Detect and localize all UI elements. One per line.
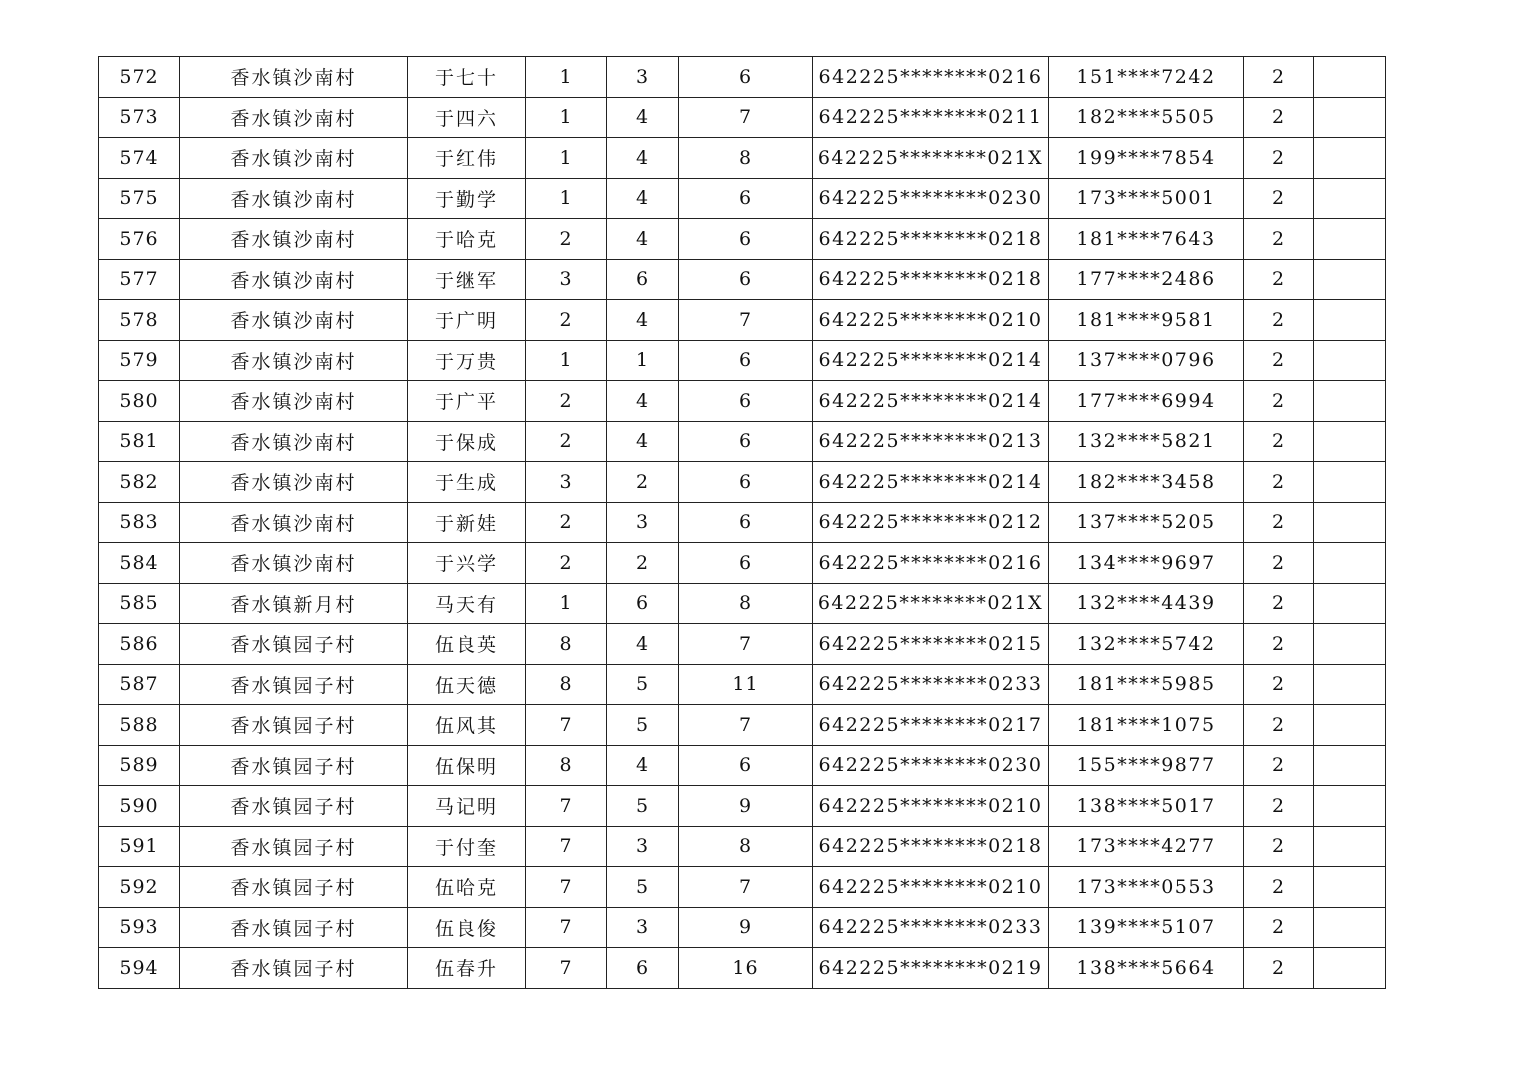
remark-cell — [1314, 867, 1386, 908]
remark-cell — [1314, 502, 1386, 543]
value-cell-3: 6 — [679, 502, 813, 543]
village-cell: 香水镇园子村 — [180, 745, 408, 786]
value-cell-3: 6 — [679, 57, 813, 98]
village-cell: 香水镇沙南村 — [180, 138, 408, 179]
table-row — [99, 502, 1386, 543]
table-row — [99, 381, 1386, 422]
table-row — [99, 300, 1386, 341]
seq-cell: 574 — [99, 138, 180, 179]
phone-cell: 181****1075 — [1049, 705, 1244, 746]
value-cell-4: 2 — [1244, 259, 1314, 300]
value-cell-2: 1 — [607, 340, 679, 381]
seq-cell: 592 — [99, 867, 180, 908]
value-cell-1: 1 — [526, 583, 607, 624]
value-cell-2: 3 — [607, 57, 679, 98]
id-number-cell: 642225********0233 — [813, 664, 1049, 705]
value-cell-3: 6 — [679, 259, 813, 300]
name-cell: 伍保明 — [408, 745, 526, 786]
village-cell: 香水镇园子村 — [180, 948, 408, 989]
value-cell-4: 2 — [1244, 867, 1314, 908]
phone-cell: 181****5985 — [1049, 664, 1244, 705]
phone-cell: 199****7854 — [1049, 138, 1244, 179]
seq-cell: 582 — [99, 462, 180, 503]
table-row — [99, 624, 1386, 665]
value-cell-1: 3 — [526, 259, 607, 300]
seq-cell: 573 — [99, 97, 180, 138]
value-cell-4: 2 — [1244, 624, 1314, 665]
table-row — [99, 57, 1386, 98]
value-cell-1: 7 — [526, 826, 607, 867]
phone-cell: 173****0553 — [1049, 867, 1244, 908]
value-cell-4: 2 — [1244, 745, 1314, 786]
remark-cell — [1314, 219, 1386, 260]
id-number-cell: 642225********0214 — [813, 462, 1049, 503]
village-cell: 香水镇园子村 — [180, 907, 408, 948]
id-number-cell: 642225********0210 — [813, 867, 1049, 908]
value-cell-3: 7 — [679, 300, 813, 341]
value-cell-3: 7 — [679, 867, 813, 908]
id-number-cell: 642225********021X — [813, 138, 1049, 179]
name-cell: 伍春升 — [408, 948, 526, 989]
value-cell-4: 2 — [1244, 300, 1314, 341]
value-cell-1: 2 — [526, 421, 607, 462]
id-number-cell: 642225********0230 — [813, 745, 1049, 786]
village-cell: 香水镇园子村 — [180, 867, 408, 908]
village-cell: 香水镇沙南村 — [180, 178, 408, 219]
value-cell-4: 2 — [1244, 340, 1314, 381]
value-cell-1: 1 — [526, 138, 607, 179]
phone-cell: 138****5664 — [1049, 948, 1244, 989]
remark-cell — [1314, 300, 1386, 341]
value-cell-3: 7 — [679, 705, 813, 746]
value-cell-1: 1 — [526, 97, 607, 138]
value-cell-4: 2 — [1244, 178, 1314, 219]
table-row — [99, 219, 1386, 260]
name-cell: 于哈克 — [408, 219, 526, 260]
value-cell-2: 6 — [607, 583, 679, 624]
remark-cell — [1314, 786, 1386, 827]
id-number-cell: 642225********0217 — [813, 705, 1049, 746]
value-cell-3: 7 — [679, 97, 813, 138]
value-cell-3: 8 — [679, 138, 813, 179]
seq-cell: 579 — [99, 340, 180, 381]
value-cell-4: 2 — [1244, 786, 1314, 827]
name-cell: 于万贵 — [408, 340, 526, 381]
value-cell-4: 2 — [1244, 57, 1314, 98]
name-cell: 于四六 — [408, 97, 526, 138]
roster-table — [98, 56, 1386, 989]
value-cell-4: 2 — [1244, 97, 1314, 138]
table-row — [99, 583, 1386, 624]
seq-cell: 590 — [99, 786, 180, 827]
value-cell-2: 5 — [607, 867, 679, 908]
table-row — [99, 421, 1386, 462]
remark-cell — [1314, 826, 1386, 867]
value-cell-2: 3 — [607, 907, 679, 948]
value-cell-1: 7 — [526, 786, 607, 827]
remark-cell — [1314, 745, 1386, 786]
remark-cell — [1314, 624, 1386, 665]
seq-cell: 580 — [99, 381, 180, 422]
table-row — [99, 664, 1386, 705]
table-row — [99, 178, 1386, 219]
table-row — [99, 340, 1386, 381]
id-number-cell: 642225********0210 — [813, 786, 1049, 827]
id-number-cell: 642225********0216 — [813, 57, 1049, 98]
value-cell-1: 7 — [526, 948, 607, 989]
remark-cell — [1314, 664, 1386, 705]
id-number-cell: 642225********0233 — [813, 907, 1049, 948]
name-cell: 于红伟 — [408, 138, 526, 179]
value-cell-2: 6 — [607, 259, 679, 300]
phone-cell: 137****5205 — [1049, 502, 1244, 543]
value-cell-3: 9 — [679, 907, 813, 948]
table-row — [99, 705, 1386, 746]
value-cell-1: 2 — [526, 381, 607, 422]
table-row — [99, 543, 1386, 584]
phone-cell: 181****9581 — [1049, 300, 1244, 341]
village-cell: 香水镇沙南村 — [180, 421, 408, 462]
name-cell: 于继军 — [408, 259, 526, 300]
value-cell-3: 6 — [679, 421, 813, 462]
name-cell: 于生成 — [408, 462, 526, 503]
value-cell-2: 3 — [607, 826, 679, 867]
id-number-cell: 642225********0215 — [813, 624, 1049, 665]
village-cell: 香水镇沙南村 — [180, 57, 408, 98]
phone-cell: 182****5505 — [1049, 97, 1244, 138]
phone-cell: 139****5107 — [1049, 907, 1244, 948]
value-cell-4: 2 — [1244, 381, 1314, 422]
name-cell: 于勤学 — [408, 178, 526, 219]
value-cell-1: 7 — [526, 867, 607, 908]
table-row — [99, 786, 1386, 827]
id-number-cell: 642225********0218 — [813, 826, 1049, 867]
seq-cell: 587 — [99, 664, 180, 705]
name-cell: 于新娃 — [408, 502, 526, 543]
id-number-cell: 642225********0218 — [813, 219, 1049, 260]
village-cell: 香水镇沙南村 — [180, 381, 408, 422]
value-cell-3: 7 — [679, 624, 813, 665]
value-cell-4: 2 — [1244, 664, 1314, 705]
seq-cell: 572 — [99, 57, 180, 98]
value-cell-1: 1 — [526, 340, 607, 381]
seq-cell: 581 — [99, 421, 180, 462]
value-cell-2: 2 — [607, 462, 679, 503]
value-cell-4: 2 — [1244, 219, 1314, 260]
seq-cell: 589 — [99, 745, 180, 786]
remark-cell — [1314, 178, 1386, 219]
value-cell-1: 2 — [526, 300, 607, 341]
table-row — [99, 948, 1386, 989]
id-number-cell: 642225********021X — [813, 583, 1049, 624]
value-cell-2: 4 — [607, 178, 679, 219]
value-cell-3: 8 — [679, 583, 813, 624]
name-cell: 伍哈克 — [408, 867, 526, 908]
seq-cell: 584 — [99, 543, 180, 584]
village-cell: 香水镇园子村 — [180, 624, 408, 665]
remark-cell — [1314, 57, 1386, 98]
value-cell-3: 6 — [679, 381, 813, 422]
remark-cell — [1314, 421, 1386, 462]
id-number-cell: 642225********0214 — [813, 381, 1049, 422]
value-cell-4: 2 — [1244, 543, 1314, 584]
id-number-cell: 642225********0210 — [813, 300, 1049, 341]
value-cell-2: 5 — [607, 786, 679, 827]
phone-cell: 181****7643 — [1049, 219, 1244, 260]
value-cell-2: 4 — [607, 745, 679, 786]
remark-cell — [1314, 259, 1386, 300]
value-cell-1: 2 — [526, 502, 607, 543]
village-cell: 香水镇沙南村 — [180, 300, 408, 341]
phone-cell: 132****5821 — [1049, 421, 1244, 462]
value-cell-2: 4 — [607, 138, 679, 179]
name-cell: 伍天德 — [408, 664, 526, 705]
id-number-cell: 642225********0218 — [813, 259, 1049, 300]
seq-cell: 588 — [99, 705, 180, 746]
id-number-cell: 642225********0214 — [813, 340, 1049, 381]
value-cell-3: 6 — [679, 462, 813, 503]
value-cell-4: 2 — [1244, 421, 1314, 462]
phone-cell: 155****9877 — [1049, 745, 1244, 786]
value-cell-3: 9 — [679, 786, 813, 827]
value-cell-1: 2 — [526, 543, 607, 584]
phone-cell: 132****4439 — [1049, 583, 1244, 624]
table-row — [99, 462, 1386, 503]
village-cell: 香水镇沙南村 — [180, 219, 408, 260]
seq-cell: 591 — [99, 826, 180, 867]
value-cell-3: 6 — [679, 745, 813, 786]
value-cell-4: 2 — [1244, 705, 1314, 746]
remark-cell — [1314, 583, 1386, 624]
value-cell-3: 6 — [679, 543, 813, 584]
village-cell: 香水镇新月村 — [180, 583, 408, 624]
phone-cell: 173****5001 — [1049, 178, 1244, 219]
village-cell: 香水镇沙南村 — [180, 259, 408, 300]
name-cell: 于七十 — [408, 57, 526, 98]
value-cell-4: 2 — [1244, 583, 1314, 624]
value-cell-2: 4 — [607, 300, 679, 341]
id-number-cell: 642225********0219 — [813, 948, 1049, 989]
seq-cell: 583 — [99, 502, 180, 543]
value-cell-1: 7 — [526, 907, 607, 948]
value-cell-1: 7 — [526, 705, 607, 746]
value-cell-2: 4 — [607, 421, 679, 462]
remark-cell — [1314, 340, 1386, 381]
value-cell-1: 2 — [526, 219, 607, 260]
value-cell-3: 8 — [679, 826, 813, 867]
value-cell-2: 4 — [607, 624, 679, 665]
value-cell-4: 2 — [1244, 502, 1314, 543]
phone-cell: 138****5017 — [1049, 786, 1244, 827]
value-cell-2: 3 — [607, 502, 679, 543]
village-cell: 香水镇沙南村 — [180, 543, 408, 584]
seq-cell: 575 — [99, 178, 180, 219]
table-row — [99, 907, 1386, 948]
village-cell: 香水镇园子村 — [180, 705, 408, 746]
village-cell: 香水镇沙南村 — [180, 502, 408, 543]
remark-cell — [1314, 948, 1386, 989]
village-cell: 香水镇沙南村 — [180, 97, 408, 138]
value-cell-3: 16 — [679, 948, 813, 989]
village-cell: 香水镇园子村 — [180, 786, 408, 827]
remark-cell — [1314, 705, 1386, 746]
value-cell-3: 6 — [679, 340, 813, 381]
value-cell-1: 1 — [526, 57, 607, 98]
village-cell: 香水镇园子村 — [180, 826, 408, 867]
value-cell-4: 2 — [1244, 907, 1314, 948]
name-cell: 于广平 — [408, 381, 526, 422]
value-cell-1: 8 — [526, 745, 607, 786]
id-number-cell: 642225********0216 — [813, 543, 1049, 584]
roster-table-body — [99, 57, 1386, 989]
value-cell-2: 2 — [607, 543, 679, 584]
value-cell-1: 3 — [526, 462, 607, 503]
id-number-cell: 642225********0212 — [813, 502, 1049, 543]
value-cell-2: 4 — [607, 97, 679, 138]
phone-cell: 177****6994 — [1049, 381, 1244, 422]
value-cell-3: 6 — [679, 178, 813, 219]
name-cell: 马天有 — [408, 583, 526, 624]
value-cell-2: 4 — [607, 219, 679, 260]
name-cell: 于兴学 — [408, 543, 526, 584]
remark-cell — [1314, 381, 1386, 422]
value-cell-1: 8 — [526, 624, 607, 665]
seq-cell: 586 — [99, 624, 180, 665]
table-row — [99, 745, 1386, 786]
seq-cell: 577 — [99, 259, 180, 300]
remark-cell — [1314, 543, 1386, 584]
seq-cell: 594 — [99, 948, 180, 989]
phone-cell: 151****7242 — [1049, 57, 1244, 98]
id-number-cell: 642225********0213 — [813, 421, 1049, 462]
table-row — [99, 138, 1386, 179]
name-cell: 于付奎 — [408, 826, 526, 867]
phone-cell: 182****3458 — [1049, 462, 1244, 503]
phone-cell: 132****5742 — [1049, 624, 1244, 665]
value-cell-4: 2 — [1244, 462, 1314, 503]
value-cell-2: 4 — [607, 381, 679, 422]
village-cell: 香水镇沙南村 — [180, 462, 408, 503]
remark-cell — [1314, 138, 1386, 179]
value-cell-4: 2 — [1244, 948, 1314, 989]
seq-cell: 585 — [99, 583, 180, 624]
value-cell-2: 5 — [607, 664, 679, 705]
table-row — [99, 867, 1386, 908]
phone-cell: 134****9697 — [1049, 543, 1244, 584]
value-cell-1: 8 — [526, 664, 607, 705]
table-row — [99, 97, 1386, 138]
phone-cell: 173****4277 — [1049, 826, 1244, 867]
name-cell: 于保成 — [408, 421, 526, 462]
id-number-cell: 642225********0211 — [813, 97, 1049, 138]
value-cell-2: 5 — [607, 705, 679, 746]
table-row — [99, 826, 1386, 867]
id-number-cell: 642225********0230 — [813, 178, 1049, 219]
name-cell: 伍良英 — [408, 624, 526, 665]
name-cell: 马记明 — [408, 786, 526, 827]
table-row — [99, 259, 1386, 300]
village-cell: 香水镇沙南村 — [180, 340, 408, 381]
value-cell-1: 1 — [526, 178, 607, 219]
village-cell: 香水镇园子村 — [180, 664, 408, 705]
remark-cell — [1314, 97, 1386, 138]
value-cell-4: 2 — [1244, 138, 1314, 179]
seq-cell: 593 — [99, 907, 180, 948]
name-cell: 于广明 — [408, 300, 526, 341]
phone-cell: 177****2486 — [1049, 259, 1244, 300]
value-cell-2: 6 — [607, 948, 679, 989]
value-cell-3: 11 — [679, 664, 813, 705]
name-cell: 伍风其 — [408, 705, 526, 746]
remark-cell — [1314, 462, 1386, 503]
name-cell: 伍良俊 — [408, 907, 526, 948]
seq-cell: 578 — [99, 300, 180, 341]
value-cell-4: 2 — [1244, 826, 1314, 867]
value-cell-3: 6 — [679, 219, 813, 260]
remark-cell — [1314, 907, 1386, 948]
seq-cell: 576 — [99, 219, 180, 260]
phone-cell: 137****0796 — [1049, 340, 1244, 381]
